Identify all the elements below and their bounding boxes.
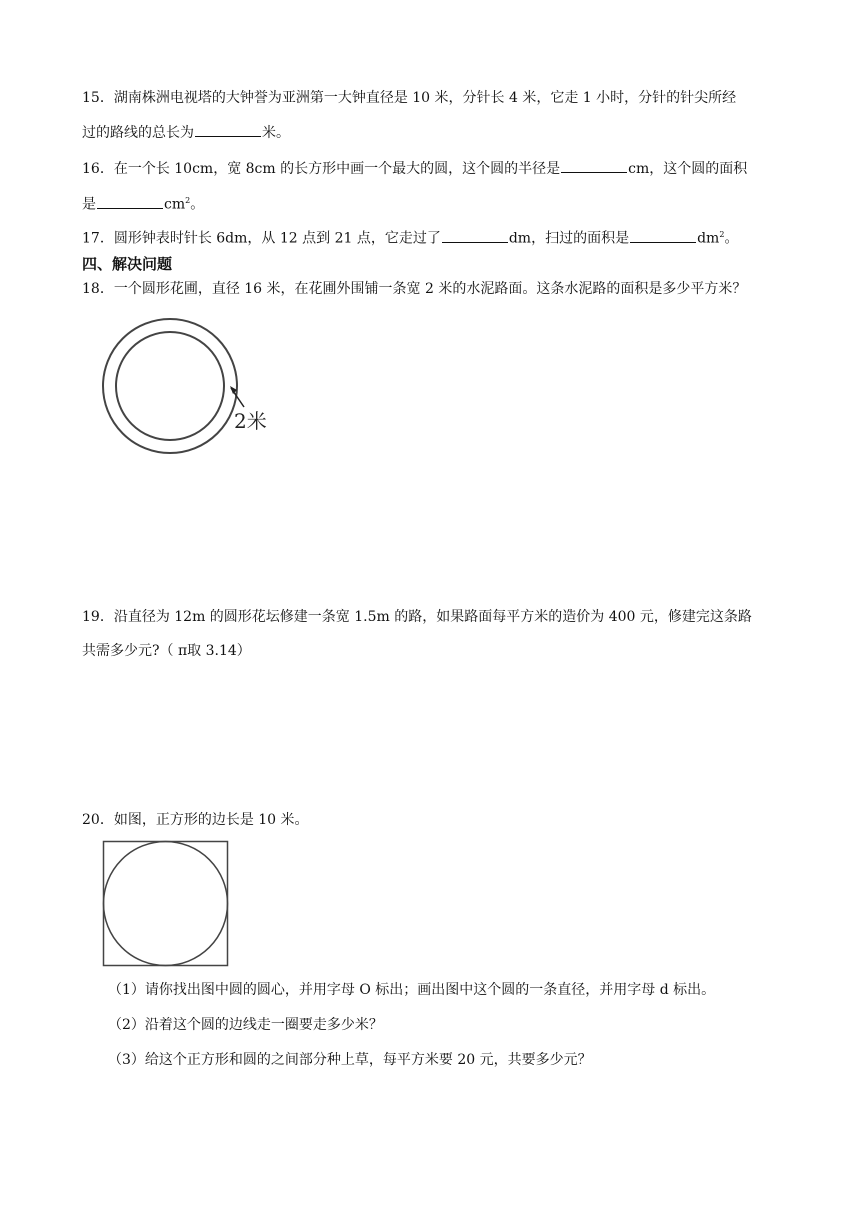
q16-line1 — [82, 158, 747, 179]
section-heading: 四、解决问题 — [82, 255, 173, 273]
q20-part2: （2）沿着这个圆的边线走一圈要走多少米？ — [108, 1017, 383, 1033]
q15-answer-blank[interactable] — [195, 122, 261, 137]
q16-radius-blank[interactable] — [561, 158, 627, 173]
q17-unit: dm — [697, 230, 720, 247]
q17-distance-blank[interactable] — [442, 228, 508, 243]
q17-line — [82, 225, 738, 249]
q19-line1: 19．沿直径为 12m 的圆形花坛修建一条宽 1.5m 的路，如果路面每平方米的造价为 400 元，修建完这条路 — [82, 609, 752, 625]
q16-unit-sup: 2 — [185, 196, 191, 205]
q20-text: 20．如图，正方形的边长是 10 米。 — [82, 812, 309, 828]
q16-text-after: cm，这个圆的面积 — [628, 161, 748, 177]
q15-line1: 15．湖南株洲电视塔的大钟誉为亚洲第一大钟直径是 10 米，分针长 4 米，它走 1 小时，分针的针尖所经 — [82, 90, 737, 106]
q19-line2: 共需多少元?（ π取 3.14） — [82, 643, 251, 659]
q16-line2 — [82, 191, 204, 215]
q20-part1: （1）请你找出图中圆的圆心，并用字母 O 标出；画出图中这个圆的一条直径，并用字母 d 标出。 — [108, 982, 716, 998]
q18-width-label: 2米 — [234, 409, 267, 433]
q16-line2-before: 是 — [82, 196, 96, 213]
q16-text-before: 16．在一个长 10cm，宽 8cm 的长方形中画一个最大的圆，这个圆的半径是 — [82, 161, 561, 177]
q16-unit: cm — [164, 196, 186, 213]
q18-inner-circle — [116, 332, 224, 440]
q17-area-blank[interactable] — [630, 228, 696, 243]
q18-text: 18．一个圆形花圃，直径 16 米，在花圃外围铺一条宽 2 米的水泥路面。这条水泥路的面积是多少平方米？ — [82, 281, 747, 297]
q17-text-before: 17．圆形钟表时针长 6dm，从 12 点到 21 点，它走过了 — [82, 230, 441, 247]
q16-area-blank[interactable] — [97, 194, 163, 209]
q20-circle — [104, 842, 228, 966]
q17-unit-sup: 2 — [719, 230, 725, 239]
q15-text-after: 米。 — [262, 125, 290, 141]
q15-line2 — [82, 122, 290, 143]
q18-outer-circle — [103, 319, 237, 453]
q18-figure — [100, 315, 280, 457]
q20-part3: （3）给这个正方形和圆的之间部分种上草，每平方米要 20 元，共要多少元？ — [108, 1052, 592, 1068]
q15-text-before: 过的路线的总长为 — [82, 125, 194, 141]
q17-text-mid: dm，扫过的面积是 — [508, 230, 630, 247]
q20-figure — [102, 840, 230, 968]
q16-line2-after: 。 — [190, 196, 205, 213]
q17-text-after: 。 — [724, 230, 739, 247]
